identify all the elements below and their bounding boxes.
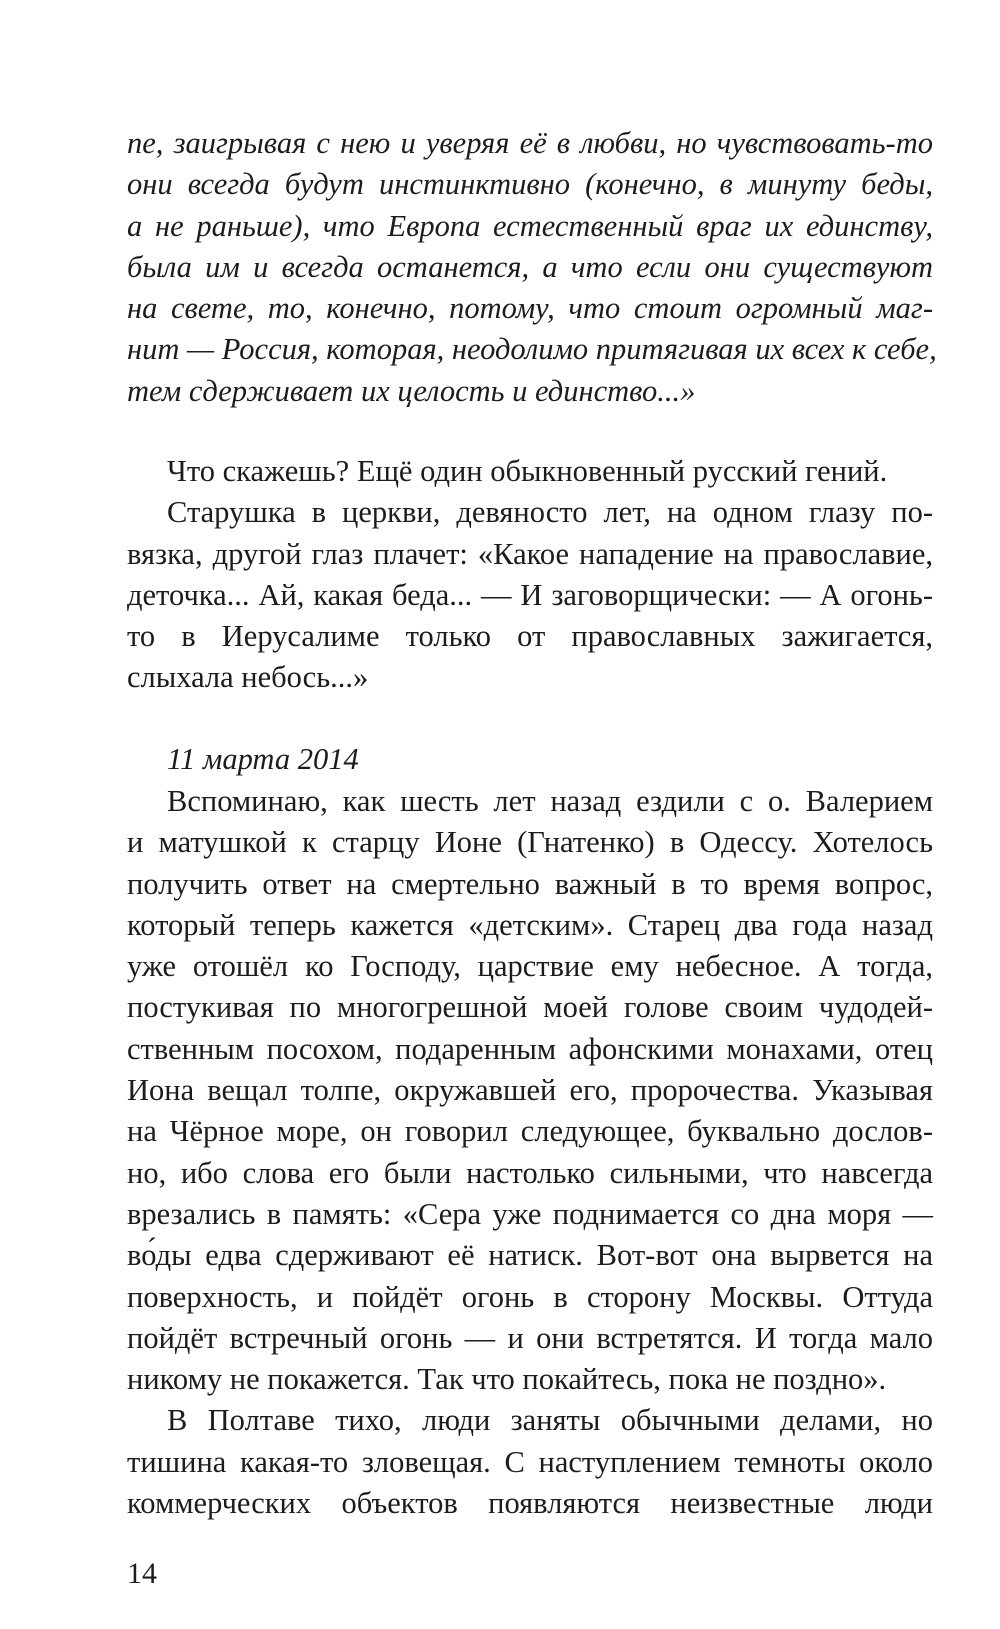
paragraph-line: Иона вещал толпе, окружавшей его, пророчества. Указывая [127, 1073, 933, 1108]
paragraph-block-2 [127, 781, 933, 1524]
paragraph-line: Старушка в церкви, девяносто лет, на одном глазу по- [167, 495, 933, 530]
page-number: 14 [127, 1557, 157, 1590]
paragraph-line: коммерческих объектов появляются неизвестные люди [127, 1486, 933, 1521]
quote-line: была им и всегда останется, а что если они существуют [127, 249, 933, 284]
paragraph-block-1 [127, 451, 933, 699]
paragraph-line: никому не покажется. Так что покайтесь, пока не поздно». [127, 1362, 887, 1397]
paragraph-line: который теперь кажется «детским». Старец два года назад [127, 907, 933, 942]
paragraph-line: поверхность, и пойдёт огонь в сторону Москвы. Оттуда [127, 1279, 933, 1314]
paragraph-line: слыхала небось...» [127, 660, 369, 695]
paragraph-line: на Чёрное море, он говорил следующее, буквально дослов- [127, 1114, 933, 1149]
paragraph-line: уже отошёл ко Господу, царствие ему небесное. А тогда, [127, 949, 933, 984]
quote-line: а не раньше), что Европа естественный враг их единству, [127, 208, 933, 243]
paragraph-line: вязка, другой глаз плачет: «Какое нападение на православие, [127, 536, 933, 571]
paragraph-line: тишина какая-то зловещая. С наступлением темноты около [127, 1444, 933, 1479]
quote-line: на свете, то, конечно, потому, что стоит огромный маг- [127, 291, 933, 326]
paragraph-line: во́ды едва сдерживают её натиск. Вот-вот она вырвется на [127, 1238, 933, 1273]
quote-line: пе, заигрывая с нею и уверяя её в любви, но чувствовать-то [127, 126, 933, 160]
paragraph-line: деточка... Ай, какая беда... — И заговорщически: — А огонь- [127, 577, 933, 612]
paragraph-line: ственным посохом, подаренным афонскими монахами, отец [127, 1031, 933, 1066]
paragraph-line: пойдёт встречный огонь — и они встретятся. И тогда мало [127, 1320, 933, 1355]
quote-line: тем сдерживает их целость и единство...» [127, 373, 696, 408]
paragraph-line: то в Иерусалиме только от православных зажигается, [127, 619, 933, 654]
paragraph-line: В Полтаве тихо, люди заняты обычными делами, но [167, 1403, 933, 1438]
paragraph-line: и матушкой к старцу Ионе (Гнатенко) в Одессу. Хотелось [127, 825, 933, 860]
paragraph-line: Что скажешь? Ещё один обыкновенный русский гений. [167, 454, 888, 488]
quote-line: они всегда будут инстинктивно (конечно, в минуту беды, [127, 167, 933, 202]
paragraph-line: но, ибо слова его были настолько сильными, что навсегда [127, 1155, 933, 1190]
paragraph-line: получить ответ на смертельно важный в то время вопрос, [127, 866, 933, 901]
paragraph-line: Вспоминаю, как шесть лет назад ездили с о. Валерием [167, 784, 933, 818]
paragraph-line: врезались в память: «Сера уже поднимается со дна моря — [127, 1196, 933, 1231]
quote-line: нит — Россия, которая, неодолимо притягивая их всех к себе, [127, 332, 937, 367]
entry-date-heading: 11 марта 2014 [167, 742, 359, 776]
quote-block [127, 123, 937, 412]
paragraph-line: постукивая по многогрешной моей голове своим чудодей- [127, 990, 933, 1025]
